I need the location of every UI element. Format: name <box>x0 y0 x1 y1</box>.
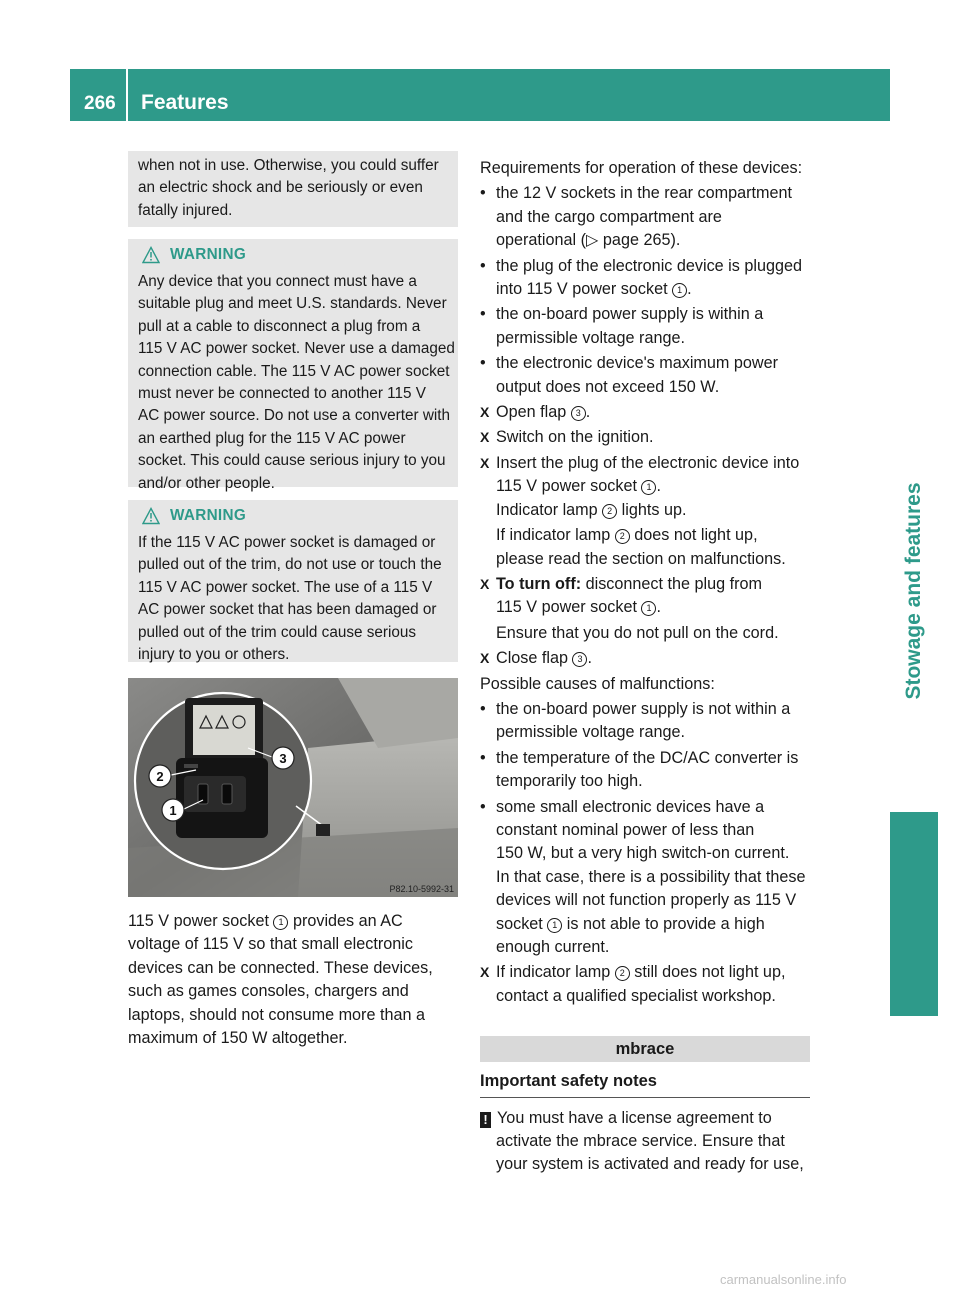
text-line: constant nominal power of less than <box>496 820 755 839</box>
text-line: laptops, should not consume more than a <box>128 1005 425 1024</box>
page-header <box>70 69 890 121</box>
warning-line: and/or other people. <box>138 474 275 492</box>
action-arrow-icon: X <box>480 964 490 981</box>
text-line: contact a qualified specialist workshop. <box>496 986 776 1005</box>
warning-line: injury to you or others. <box>138 646 290 664</box>
warning-line: AC power socket that has been damaged or <box>138 601 437 619</box>
warning-label: WARNING <box>170 507 247 524</box>
text-fragment: 115 V power socket <box>496 477 637 496</box>
text-line: permissible voltage range. <box>496 328 685 347</box>
text-line: 115 V power socket 1 . <box>496 598 661 617</box>
malfunction-item: • the on-board power supply is not within a permissible voltage range. <box>480 698 816 745</box>
notice-icon: ! <box>480 1112 491 1128</box>
text-fragment: Indicator lamp <box>496 500 598 519</box>
callout-ref-1: 1 <box>273 915 288 930</box>
text-fragment: does not light up, <box>634 526 758 545</box>
text-fragment: You must have a license agreement to <box>497 1109 772 1127</box>
text-line: the 12 V sockets in the rear compartment <box>496 184 793 203</box>
malfunction-item: • some small electronic devices have a constant nominal power of less than 150 W, but a very high switch-on current. In that case, there is a possibility that these devices will not function properly as 115 V socket 1 is not able to provide a high enough current. <box>480 796 816 960</box>
text-line <box>496 961 816 984</box>
warning-box-damaged <box>128 500 458 662</box>
requirement-item: • the plug of the electronic device is plugged into 115 V power socket 1 . <box>480 255 816 302</box>
callout-ref-3: 3 <box>571 406 586 421</box>
text-line: operational (▷ page 265). <box>496 231 681 250</box>
text-line <box>496 913 816 936</box>
text-line <box>496 499 816 522</box>
text-fragment: provides an AC <box>292 912 403 930</box>
warning-line: pull at a cable to disconnect a plug from a <box>138 317 421 335</box>
warning-line: connection cable. The 115 V AC power socket <box>138 362 450 380</box>
callout-ref-1: 1 <box>641 601 656 616</box>
warning-line: pulled out of the trim, do not use or touch the <box>138 556 442 574</box>
requirement-item: • the 12 V sockets in the rear compartment and the cargo compartment are operational (▷ page 265). <box>480 182 816 252</box>
text-line: the plug of the electronic device is plugged <box>496 256 802 275</box>
text-line: Switch on the ignition. <box>496 428 654 447</box>
warning-triangle-icon <box>142 246 160 264</box>
text-line: and the cargo compartment are <box>496 207 722 226</box>
section-heading: mbrace <box>615 1040 675 1058</box>
text-line: temporarily too high. <box>496 772 643 791</box>
callout-ref-2: 2 <box>615 966 630 981</box>
text-line: Ensure that you do not pull on the cord. <box>496 623 779 642</box>
text-line <box>496 524 816 547</box>
text-line: some small electronic devices have a <box>496 797 765 816</box>
warning-line: suitable plug and meet U.S. standards. Never <box>138 295 447 313</box>
text-line: maximum of 150 W altogether. <box>128 1029 348 1048</box>
warning-heading <box>128 504 458 528</box>
text-fragment: If indicator lamp <box>496 963 611 982</box>
text-line: such as games consoles, chargers and <box>128 982 409 1001</box>
step-open-flap <box>480 401 816 424</box>
warning-line: must never be connected to another 115 V <box>138 385 426 403</box>
callout-ref-3: 3 <box>572 652 587 667</box>
callout-ref-1: 1 <box>641 480 656 495</box>
warning-triangle-icon <box>142 507 160 525</box>
requirement-item: • the electronic device's maximum power output does not exceed 150 W. <box>480 352 816 399</box>
text-fragment: socket <box>496 914 543 933</box>
text-line: Insert the plug of the electronic device into <box>496 453 800 472</box>
text-fragment: lights up. <box>621 500 687 519</box>
text-line: In that case, there is a possibility that these <box>496 867 806 886</box>
warning-line: socket. This could cause serious injury to you <box>138 452 446 470</box>
text-line: the temperature of the DC/AC converter is <box>496 748 799 767</box>
step-turn-off <box>480 573 816 645</box>
callout-label: 3 <box>279 751 287 766</box>
text-line: 115 V power socket 1 . <box>496 477 661 496</box>
warning-line: an earthed plug for the 115 V AC power <box>138 429 406 447</box>
chapter-label: Stowage and features <box>902 482 925 700</box>
section-heading-bar <box>480 1036 810 1062</box>
text-line: 150 W, but a very high switch-on current. <box>496 844 790 863</box>
action-arrow-icon: X <box>480 575 490 592</box>
text-line: into 115 V power socket 1 . <box>496 280 692 299</box>
page-number-block <box>70 69 126 121</box>
warning-heading <box>128 243 458 267</box>
text-fragment: disconnect the plug from <box>585 574 762 593</box>
box-line: when not in use. Otherwise, you could suffer <box>138 157 439 174</box>
malfunctions-intro: Possible causes of malfunctions: <box>480 674 715 693</box>
requirement-item: • the on-board power supply is within a permissible voltage range. <box>480 303 816 350</box>
text-fragment: To turn off: <box>496 574 582 593</box>
action-arrow-icon: X <box>480 454 490 471</box>
text-line: voltage of 115 V so that small electronic <box>128 935 413 954</box>
footer-watermark: carmanualsonline.info <box>720 1272 847 1287</box>
text-line: devices can be connected. These devices, <box>128 958 433 977</box>
text-line: please read the section on malfunctions. <box>496 549 786 568</box>
warning-label: WARNING <box>170 246 247 263</box>
text-line: your system is activated and ready for use, <box>496 1154 804 1173</box>
text-line: the on-board power supply is not within a <box>496 699 791 718</box>
action-arrow-icon: X <box>480 650 490 667</box>
callout-label: 2 <box>156 769 164 784</box>
text-fragment: Close flap <box>496 649 568 668</box>
step-insert-plug <box>480 452 816 571</box>
chapter-tab-marker <box>890 812 938 1016</box>
warning-line: If the 115 V AC power socket is damaged or <box>138 534 436 551</box>
malfunction-item: • the temperature of the DC/AC converter is temporarily too high. <box>480 747 816 794</box>
text-line: permissible voltage range. <box>496 723 685 742</box>
text-fragment: 115 V power socket <box>496 598 637 617</box>
text-line: the on-board power supply is within a <box>496 305 764 324</box>
text-fragment: 115 V power socket <box>128 912 269 930</box>
operation-instructions <box>480 157 816 1008</box>
chapter-label-wrap <box>884 441 944 741</box>
action-arrow-icon: X <box>480 429 490 446</box>
text-fragment: still does not light up, <box>634 963 786 982</box>
text-fragment: Open flap <box>496 403 567 422</box>
text-line <box>128 910 462 933</box>
text-line <box>496 573 816 596</box>
step-ignition <box>480 426 816 449</box>
text-line: output does not exceed 150 W. <box>496 377 720 396</box>
power-socket-photo <box>128 678 458 897</box>
text-line: devices will not function properly as 115 V <box>496 891 797 910</box>
box-line: fatally injured. <box>138 201 233 219</box>
requirements-intro: Requirements for operation of these devices: <box>480 159 803 177</box>
warning-line: 115 V AC power socket. Never use a damaged <box>138 340 455 358</box>
box-line: an electric shock and be seriously or even <box>138 179 423 197</box>
warning-continuation-box <box>128 151 458 227</box>
text-line: the electronic device's maximum power <box>496 354 778 373</box>
text-line: activate the mbrace service. Ensure that <box>496 1131 785 1150</box>
text-line: Open flap 3 . <box>496 403 591 422</box>
warning-line: 115 V AC power socket. The use of a 115 V <box>138 578 433 596</box>
step-contact-workshop <box>480 961 816 1008</box>
header-title-block <box>128 69 890 121</box>
subsection-heading: Important safety notes <box>480 1072 810 1098</box>
text-fragment: into 115 V power socket <box>496 280 668 299</box>
text-line: enough current. <box>496 938 610 956</box>
text-fragment: is not able to provide a high <box>566 914 765 933</box>
callout-ref-2: 2 <box>615 529 630 544</box>
step-close-flap <box>480 647 816 670</box>
figure-code: P82.10-5992-31 <box>389 884 454 894</box>
chapter-sidebar <box>890 121 938 1016</box>
callout-ref-2: 2 <box>602 504 617 519</box>
text-fragment: If indicator lamp <box>496 526 611 545</box>
warning-box-connect <box>128 239 458 492</box>
warning-line: pulled out of the trim could cause serious <box>138 623 417 641</box>
callout-label: 1 <box>169 803 177 818</box>
callout-ref-1: 1 <box>547 918 562 933</box>
text-line: Close flap 3 . <box>496 649 592 668</box>
warning-line: AC power source. Do not use a converter with <box>138 407 451 425</box>
page-title: Features <box>141 91 229 114</box>
page-number: 266 <box>84 93 116 114</box>
warning-line: Any device that you connect must have a <box>138 273 417 290</box>
callout-ref-1: 1 <box>672 283 687 298</box>
mbrace-note <box>480 1107 812 1175</box>
socket-description <box>128 910 462 1050</box>
text-line <box>480 1107 812 1130</box>
action-arrow-icon: X <box>480 404 490 421</box>
